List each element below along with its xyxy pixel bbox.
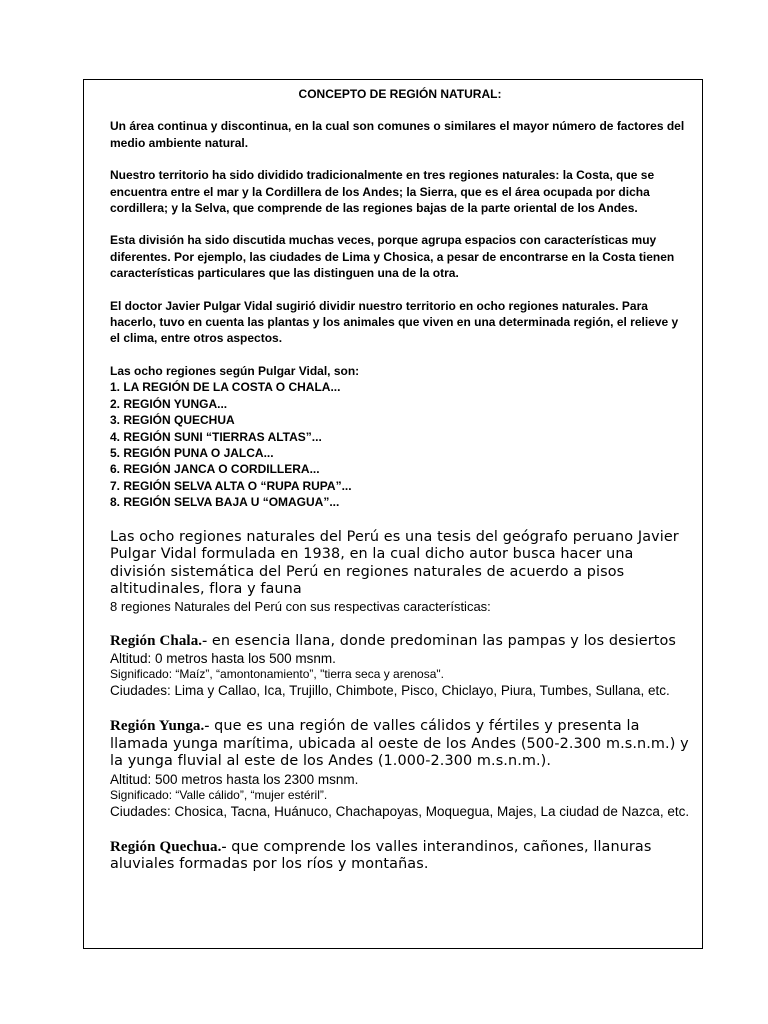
region-yunga-meaning: Significado: “Valle cálido”, “mujer estéril”.: [110, 787, 328, 802]
list-item: 5. REGIÓN PUNA O JALCA...: [110, 445, 274, 460]
region-yunga-altitude: Altitud: 500 metros hasta los 2300 msnm.: [110, 771, 359, 787]
document-content: [110, 86, 690, 874]
list-item: 7. REGIÓN SELVA ALTA O “RUPA RUPA”...: [110, 478, 352, 493]
paragraph-pulgar-vidal: El doctor Javier Pulgar Vidal sugirió dividir nuestro territorio en ocho regiones naturales. Para hacerlo, tuvo en cuenta las plantas y los animales que viven en una determinada región, el relieve y el clima, entre otros aspectos.: [110, 298, 679, 346]
thesis-paragraph: Las ocho regiones naturales del Perú es una tesis del geógrafo peruano Javier Pulgar Vidal formulada en 1938, en la cual dicho autor busca hacer una división sistemática del Perú en regiones naturales de acuerdo a pisos altitudinales, flora y fauna: [110, 528, 679, 598]
region-yunga-cities: Ciudades: Chosica, Tacna, Huánuco, Chachapoyas, Moquegua, Majes, La ciudad de Nazca, etc.: [110, 803, 690, 819]
region-quechua-section: [110, 839, 690, 874]
region-chala-meaning: Significado: “Maíz”, “amontonamiento”, "tierra seca y arenosa".: [110, 667, 444, 682]
regions-list: [110, 379, 690, 510]
region-yunga-section: [110, 718, 690, 820]
thesis-subtitle: 8 regiones Naturales del Perú con sus respectivas características:: [110, 598, 491, 614]
paragraph-three-regions: Nuestro territorio ha sido dividido tradicionalmente en tres regiones naturales: la Costa, que se encuentra entre el mar y la Cordillera de los Andes; la Sierra, que es el área ocupada por dicha cordillera; y la Selva, que comprende de las regiones bajas de la parte oriental de los Andes.: [110, 168, 655, 216]
paragraph-division-discussion: Esta división ha sido discutida muchas veces, porque agrupa espacios con características muy diferentes. Por ejemplo, las ciudades de Lima y Chosica, a pesar de encontrarse en la Costa tienen características particulares que las distinguen una de la otra.: [110, 233, 675, 281]
list-item: 6. REGIÓN JANCA O CORDILLERA...: [110, 462, 320, 477]
list-item: 1. LA REGIÓN DE LA COSTA O CHALA...: [110, 380, 341, 395]
region-quechua-description: que comprende los valles interandinos, cañones, llanuras aluviales formadas por los ríos y montañas.: [110, 838, 652, 873]
document-title: CONCEPTO DE REGIÓN NATURAL:: [298, 87, 502, 101]
region-yunga-name: Región Yunga.-: [110, 718, 210, 735]
list-item: 3. REGIÓN QUECHUA: [110, 413, 235, 428]
list-item: 2. REGIÓN YUNGA...: [110, 396, 228, 411]
region-chala-cities: Ciudades: Lima y Callao, Ica, Trujillo, Chimbote, Pisco, Chiclayo, Piura, Tumbes, Sullana, etc.: [110, 683, 670, 699]
region-chala-name: Región Chala.-: [110, 632, 208, 649]
region-quechua-name: Región Quechua.-: [110, 838, 227, 855]
region-chala-altitude: Altitud: 0 metros hasta los 500 msnm.: [110, 651, 336, 667]
region-yunga-description: que es una región de valles cálidos y fértiles y presenta la llamada yunga marítima, ubicada al oeste de los Andes (500-2.300 m.s.n.m.) y la yunga fluvial al este de los Andes (1.000-2.300 m.s.n.m.).: [110, 718, 689, 770]
list-heading: Las ocho regiones según Pulgar Vidal, son:: [110, 363, 360, 378]
document-page: [83, 79, 703, 949]
list-item: 4. REGIÓN SUNI “TIERRAS ALTAS”...: [110, 429, 322, 444]
list-item: 8. REGIÓN SELVA BAJA U “OMAGUA”...: [110, 495, 340, 510]
region-chala-section: [110, 633, 690, 700]
paragraph-definition: Un área continua y discontinua, en la cual son comunes o similares el mayor número de factores del medio ambiente natural.: [110, 119, 685, 150]
region-chala-description: en esencia llana, donde predominan las pampas y los desiertos: [207, 632, 676, 649]
